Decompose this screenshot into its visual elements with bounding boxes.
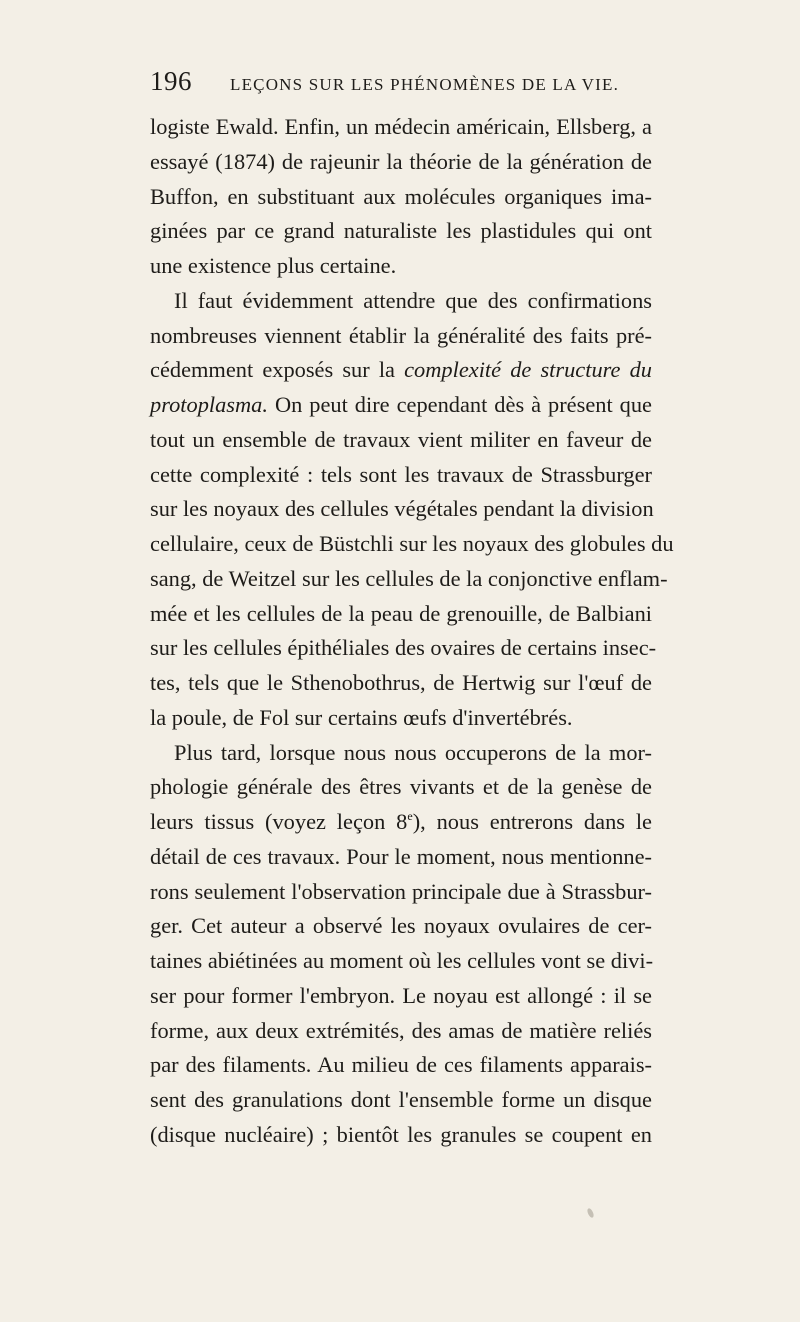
text-line: détail de ces travaux. Pour le moment, nous mentionne-: [150, 843, 652, 869]
text-line: tes, tels que le Sthenobothrus, de Hertwig sur l'œuf de: [150, 670, 652, 695]
text-fragment: ), nous entrerons dans le: [412, 809, 652, 834]
text-line: mée et les cellules de la peau de grenouille, de Balbiani: [150, 600, 652, 626]
text-line: sent des granulations dont l'ensemble forme un disque: [150, 1087, 652, 1112]
text-line: sur les noyaux des cellules végétales pendant la division: [150, 496, 654, 522]
body-text: [150, 110, 674, 1153]
text-line: taines abiétinées au moment où les cellules vont se divi-: [150, 948, 654, 973]
text-line: par des filaments. Au milieu de ces filaments apparais-: [150, 1052, 652, 1078]
page-number: 196: [150, 66, 192, 96]
text-line: Plus tard, lorsque nous nous occuperons de la mor-: [174, 739, 652, 765]
text-line: Buffon, en substituant aux molécules organiques ima-: [150, 183, 652, 209]
text-line: la poule, de Fol sur certains œufs d'invertébrés.: [150, 704, 573, 730]
text-line: cellulaire, ceux de Büstchli sur les noyaux des globules du: [150, 531, 674, 556]
text-line: forme, aux deux extrémités, des amas de matière reliés: [150, 1017, 652, 1043]
text-line: sang, de Weitzel sur les cellules de la conjonctive enflam-: [150, 565, 668, 591]
text-fragment: cédemment exposés sur la: [150, 357, 395, 383]
text-line: ser pour former l'embryon. Le noyau est allongé : il se: [150, 982, 652, 1008]
running-title: LEÇONS SUR LES PHÉNOMÈNES DE LA VIE.: [230, 75, 620, 94]
text-line: Il faut évidemment attendre que des confirmations: [174, 287, 652, 313]
text-line: cette complexité : tels sont les travaux de Strassburger: [150, 461, 652, 487]
text-line: nombreuses viennent établir la généralité des faits pré-: [150, 322, 652, 348]
text-line: une existence plus certaine.: [150, 253, 397, 278]
text-line: [150, 388, 652, 423]
text-fragment: On peut dire cependant dès à présent que: [274, 392, 652, 417]
text-fragment: leurs tissus (voyez leçon 8: [150, 809, 408, 834]
text-line: ger. Cet auteur a observé les noyaux ovulaires de cer-: [150, 913, 652, 939]
italic-phrase: protoplasma.: [150, 392, 268, 417]
text-line: phologie générale des êtres vivants et de la genèse de: [150, 774, 652, 800]
text-line: rons seulement l'observation principale due à Strassbur-: [150, 878, 652, 904]
text-line: logiste Ewald. Enfin, un médecin américain, Ellsberg, a: [150, 114, 652, 139]
text-line: (disque nucléaire) ; bientôt les granules se coupent en: [150, 1121, 652, 1147]
text-line: [150, 353, 652, 388]
text-line: sur les cellules épithéliales des ovaires de certains insec-: [150, 635, 657, 661]
paper-speck: [586, 1207, 595, 1218]
running-head: [150, 66, 670, 102]
text-line: ginées par ce grand naturaliste les plastidules qui ont: [150, 218, 652, 244]
text-line: [150, 805, 652, 840]
superscript: e: [407, 809, 413, 823]
italic-phrase: complexité de structure du: [404, 357, 652, 383]
text-line: tout un ensemble de travaux vient militer en faveur de: [150, 426, 652, 452]
text-line: essayé (1874) de rajeunir la théorie de la génération de: [150, 148, 652, 174]
